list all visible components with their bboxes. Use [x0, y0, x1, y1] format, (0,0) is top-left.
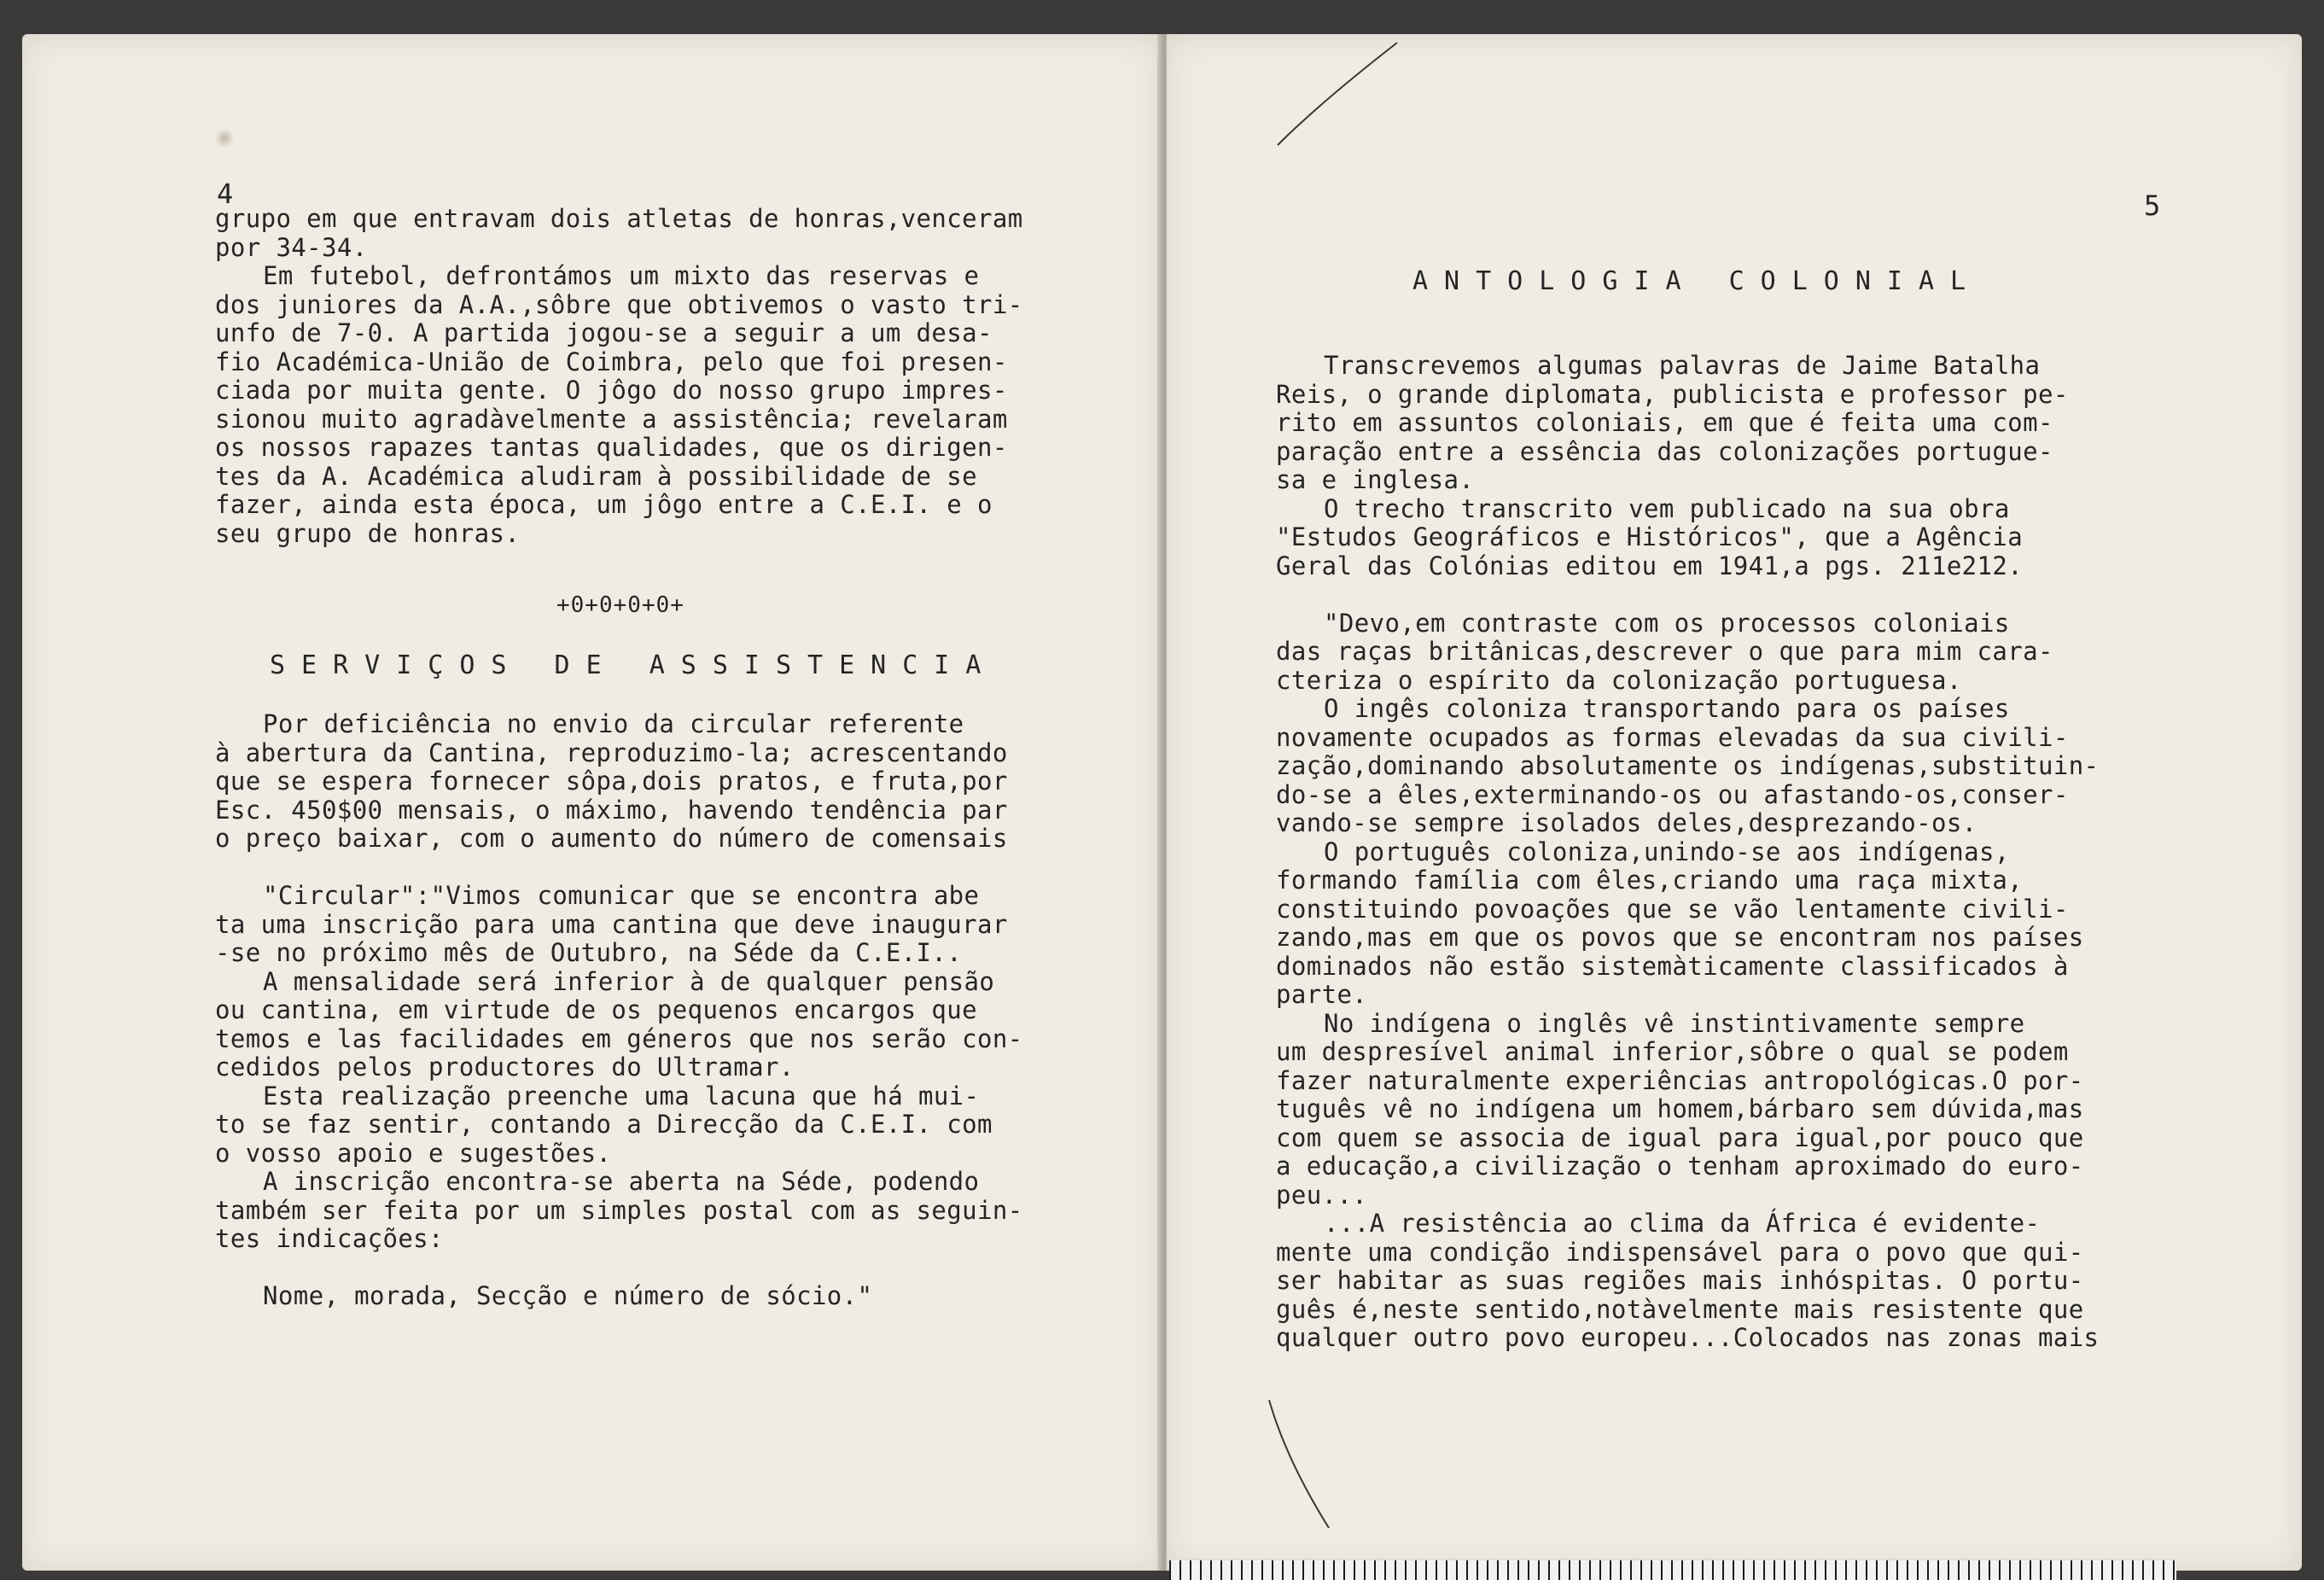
color-scale-ruler: [1169, 1559, 2176, 1580]
text-line: [215, 854, 1023, 883]
text-line: [1276, 580, 2099, 609]
text-line: ciada por muita gente. O jôgo do nosso grupo impres-: [215, 376, 1008, 405]
text-line: do-se a êles,exterminando-os ou afastando-os,conser-: [1276, 779, 2069, 809]
text-line: sa e inglesa.: [1276, 465, 1475, 494]
text-line: A inscrição encontra-se aberta na Séde, podendo: [263, 1167, 980, 1196]
text-line: "Devo,em contraste com os processos coloniais: [1324, 608, 2010, 638]
text-line: dos juniores da A.A.,sôbre que obtivemos o vasto tri-: [215, 289, 1023, 319]
text-line: dominados não estão sistemàticamente classificados à: [1276, 951, 2069, 981]
text-line: o preço baixar, com o aumento do número de comensais: [215, 824, 1008, 853]
text-line: grupo em que entravam dois atletas de honras,venceram: [215, 204, 1023, 233]
text-line: O trecho transcrito vem publicado na sua obra: [1324, 493, 2010, 523]
text-line: ou cantina, em virtude de os pequenos encargos que: [215, 995, 977, 1024]
page-number-left: 4: [217, 178, 234, 210]
text-line: tes da A. Académica aludiram à possibilidade de se: [215, 461, 977, 491]
text-line: ser habitar as suas regiões mais inhóspitas. O portu-: [1276, 1266, 2084, 1295]
page-number-right: 5: [2144, 189, 2161, 222]
text-line: temos e las facilidades em géneros que nos serão con-: [215, 1023, 1023, 1053]
paper-spot: [215, 128, 234, 149]
text-line: peu...: [1276, 1180, 1368, 1210]
text-line: com quem se associa de igual para igual,por pouco que: [1276, 1122, 2084, 1152]
text-line: tuguês vê no indígena um homem,bárbaro sem dúvida,mas: [1276, 1094, 2084, 1123]
text-line: fazer, ainda esta época, um jôgo entre a C.E.I. e o: [215, 490, 993, 519]
text-line: "Circular":"Vimos comunicar que se encontra abe: [263, 881, 980, 910]
article-text-block: [1276, 352, 2099, 1353]
page-crease-bottom: [1252, 1383, 1372, 1536]
text-line: formando família com êles,criando uma raça mixta,: [1276, 866, 2024, 895]
text-line: Nome, morada, Secção e número de sócio.": [263, 1281, 873, 1310]
text-line: O ingês coloniza transportando para os países: [1324, 694, 2010, 723]
text-line: mente uma condição indispensável para o povo que qui-: [1276, 1237, 2084, 1267]
text-line: fio Académica-União de Coimbra, pelo que foi presen-: [215, 347, 1008, 376]
text-line: que se espera fornecer sôpa,dois pratos, e fruta,por: [215, 767, 1008, 796]
text-line: seu grupo de honras.: [215, 518, 521, 548]
text-line: parte.: [1276, 980, 1368, 1009]
text-line: zando,mas em que os povos que se encontram nos países: [1276, 923, 2084, 952]
text-line: O português coloniza,unindo-se aos indígenas,: [1324, 837, 2010, 866]
assistance-text-block: [215, 710, 1023, 1311]
page-crease-top: [1269, 34, 1440, 154]
text-line: à abertura da Cantina, reproduzimo-la; acrescentando: [215, 738, 1008, 767]
text-line: rito em assuntos coloniais, em que é feita uma com-: [1276, 408, 2053, 437]
text-line: paração entre a essência das colonizações portugue-: [1276, 436, 2053, 466]
section-title: SERVIÇOS DE ASSISTENCIA: [270, 650, 998, 680]
text-line: das raças britânicas,descrever o que para mim cara-: [1276, 637, 2053, 666]
text-line: Transcrevemos algumas palavras de Jaime Batalha: [1324, 351, 2041, 380]
text-line: novamente ocupados as formas elevadas da sua civili-: [1276, 722, 2069, 752]
text-line: constituindo povoações que se vão lentamente civili-: [1276, 894, 2069, 924]
text-line: Esta realização preenche uma lacuna que há mui-: [263, 1081, 980, 1111]
text-line: Em futebol, defrontámos um mixto das reservas e: [263, 261, 980, 290]
text-line: fazer naturalmente experiências antropológicas.O por-: [1276, 1065, 2084, 1095]
left-paragraph-block: [215, 205, 1023, 548]
text-line: No indígena o inglês vê instintivamente sempre: [1324, 1008, 2025, 1038]
text-line: tes indicações:: [215, 1224, 444, 1253]
text-line: "Estudos Geográficos e Históricos", que a Agência: [1276, 522, 2024, 551]
text-line: Esc. 450$00 mensais, o máximo, havendo tendência par: [215, 795, 1008, 825]
text-line: Reis, o grande diplomata, publicista e professor pe-: [1276, 379, 2069, 409]
text-line: [215, 1254, 1023, 1283]
text-line: Por deficiência no envio da circular referente: [263, 709, 964, 738]
text-line: sionou muito agradàvelmente a assistência; revelaram: [215, 404, 1008, 434]
text-line: cedidos pelos productores do Ultramar.: [215, 1052, 795, 1082]
text-line: ...A resistência ao clima da África é evidente-: [1324, 1209, 2041, 1238]
left-page: [22, 34, 1162, 1571]
text-line: cteriza o espírito da colonização portuguesa.: [1276, 665, 1962, 695]
text-line: qualquer outro povo europeu...Colocados nas zonas mais: [1276, 1323, 2100, 1352]
text-line: unfo de 7-0. A partida jogou-se a seguir a um desa-: [215, 318, 993, 347]
text-line: um despresível animal inferior,sôbre o qual se podem: [1276, 1037, 2069, 1066]
text-line: guês é,neste sentido,notàvelmente mais resistente que: [1276, 1294, 2084, 1324]
text-line: por 34-34.: [215, 232, 368, 262]
text-line: também ser feita por um simples postal com as seguin-: [215, 1195, 1023, 1225]
text-line: os nossos rapazes tantas qualidades, que os dirigen-: [215, 433, 1008, 462]
text-line: o vosso apoio e sugestões.: [215, 1138, 612, 1168]
text-line: ta uma inscrição para uma cantina que deve inaugurar: [215, 909, 1008, 939]
text-line: a educação,a civilização o tenham aproximado do euro-: [1276, 1151, 2084, 1181]
text-line: vando-se sempre isolados deles,desprezando-os.: [1276, 808, 1977, 837]
text-line: Geral das Colónias editou em 1941,a pgs. 211e212.: [1276, 551, 2024, 580]
text-line: -se no próximo mês de Outubro, na Séde da C.E.I..: [215, 938, 963, 967]
text-line: zação,dominando absolutamente os indígenas,substituin-: [1276, 751, 2100, 780]
text-line: to se faz sentir, contando a Direcção da C.E.I. com: [215, 1110, 993, 1139]
article-title: ANTOLOGIA COLONIAL: [1412, 266, 1983, 296]
text-line: A mensalidade será inferior à de qualquer pensão: [263, 966, 995, 996]
separator: +0+0+0+0+: [556, 592, 684, 618]
right-page: [1167, 34, 2302, 1571]
